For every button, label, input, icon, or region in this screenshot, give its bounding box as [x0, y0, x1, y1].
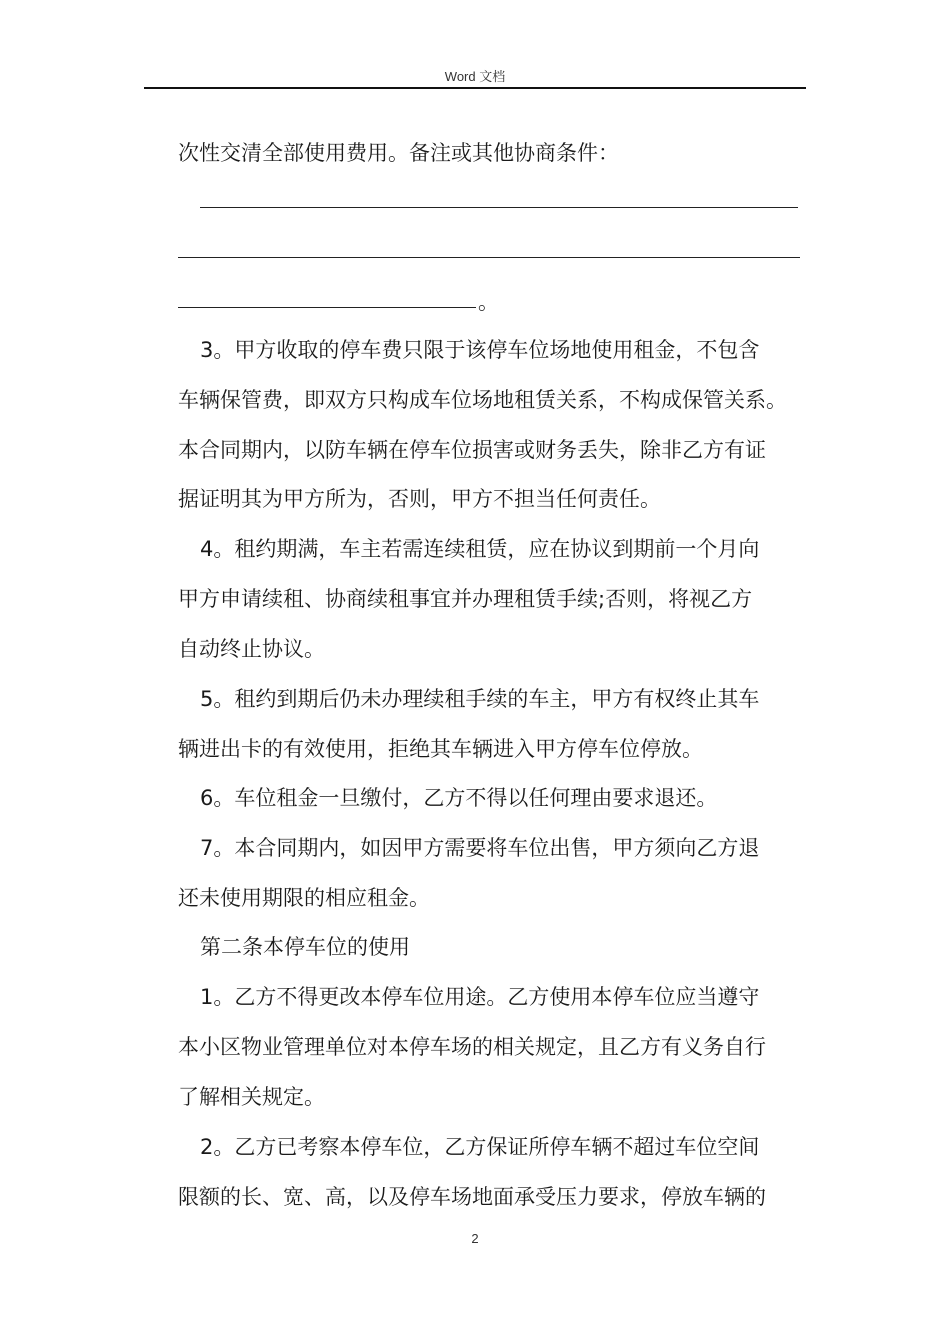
paragraph-line: 车辆保管费，即双方只构成车位场地租赁关系，不构成保管关系。 [178, 388, 787, 412]
paragraph-line: 限额的长、宽、高，以及停车场地面承受压力要求，停放车辆的 [178, 1185, 766, 1209]
paragraph-line: 了解相关规定。 [178, 1085, 325, 1109]
paragraph-line: 还未使用期限的相应租金。 [178, 886, 430, 910]
paragraph-line: 6。车位租金一旦缴付，乙方不得以任何理由要求退还。 [200, 786, 718, 810]
header-divider [144, 87, 806, 89]
paragraph-line: 本合同期内，以防车辆在停车位损害或财务丢失，除非乙方有证 [178, 438, 766, 462]
paragraph-line: 自动终止协议。 [178, 637, 325, 661]
blank-end-period: 。 [478, 290, 499, 314]
paragraph-line: 3。甲方收取的停车费只限于该停车位场地使用租金，不包含 [200, 338, 760, 362]
section-heading: 第二条本停车位的使用 [200, 935, 410, 959]
paragraph-line: 据证明其为甲方所为，否则，甲方不担当任何责任。 [178, 487, 661, 511]
paragraph-line: 辆进出卡的有效使用，拒绝其车辆进入甲方停车位停放。 [178, 737, 703, 761]
paragraph-line: 4。租约期满，车主若需连续租赁，应在协议到期前一个月向 [200, 537, 760, 561]
paragraph-line: 1。乙方不得更改本停车位用途。乙方使用本停车位应当遵守 [200, 985, 760, 1009]
blank-fill-line [178, 257, 800, 258]
paragraph-line: 甲方申请续租、协商续租事宜并办理租赁手续;否则，将视乙方 [178, 587, 753, 611]
paragraph-line: 次性交清全部使用费用。备注或其他协商条件： [178, 141, 619, 165]
page-header: Word 文档 [444, 69, 506, 84]
blank-fill-line [178, 307, 476, 308]
paragraph-line: 2。乙方已考察本停车位，乙方保证所停车辆不超过车位空间 [200, 1135, 760, 1159]
blank-fill-line [200, 207, 798, 208]
paragraph-line: 7。本合同期内，如因甲方需要将车位出售，甲方须向乙方退 [200, 836, 760, 860]
paragraph-line: 5。租约到期后仍未办理续租手续的车主，甲方有权终止其车 [200, 687, 760, 711]
paragraph-line: 本小区物业管理单位对本停车场的相关规定，且乙方有义务自行 [178, 1035, 766, 1059]
page-number: 2 [471, 1231, 479, 1246]
